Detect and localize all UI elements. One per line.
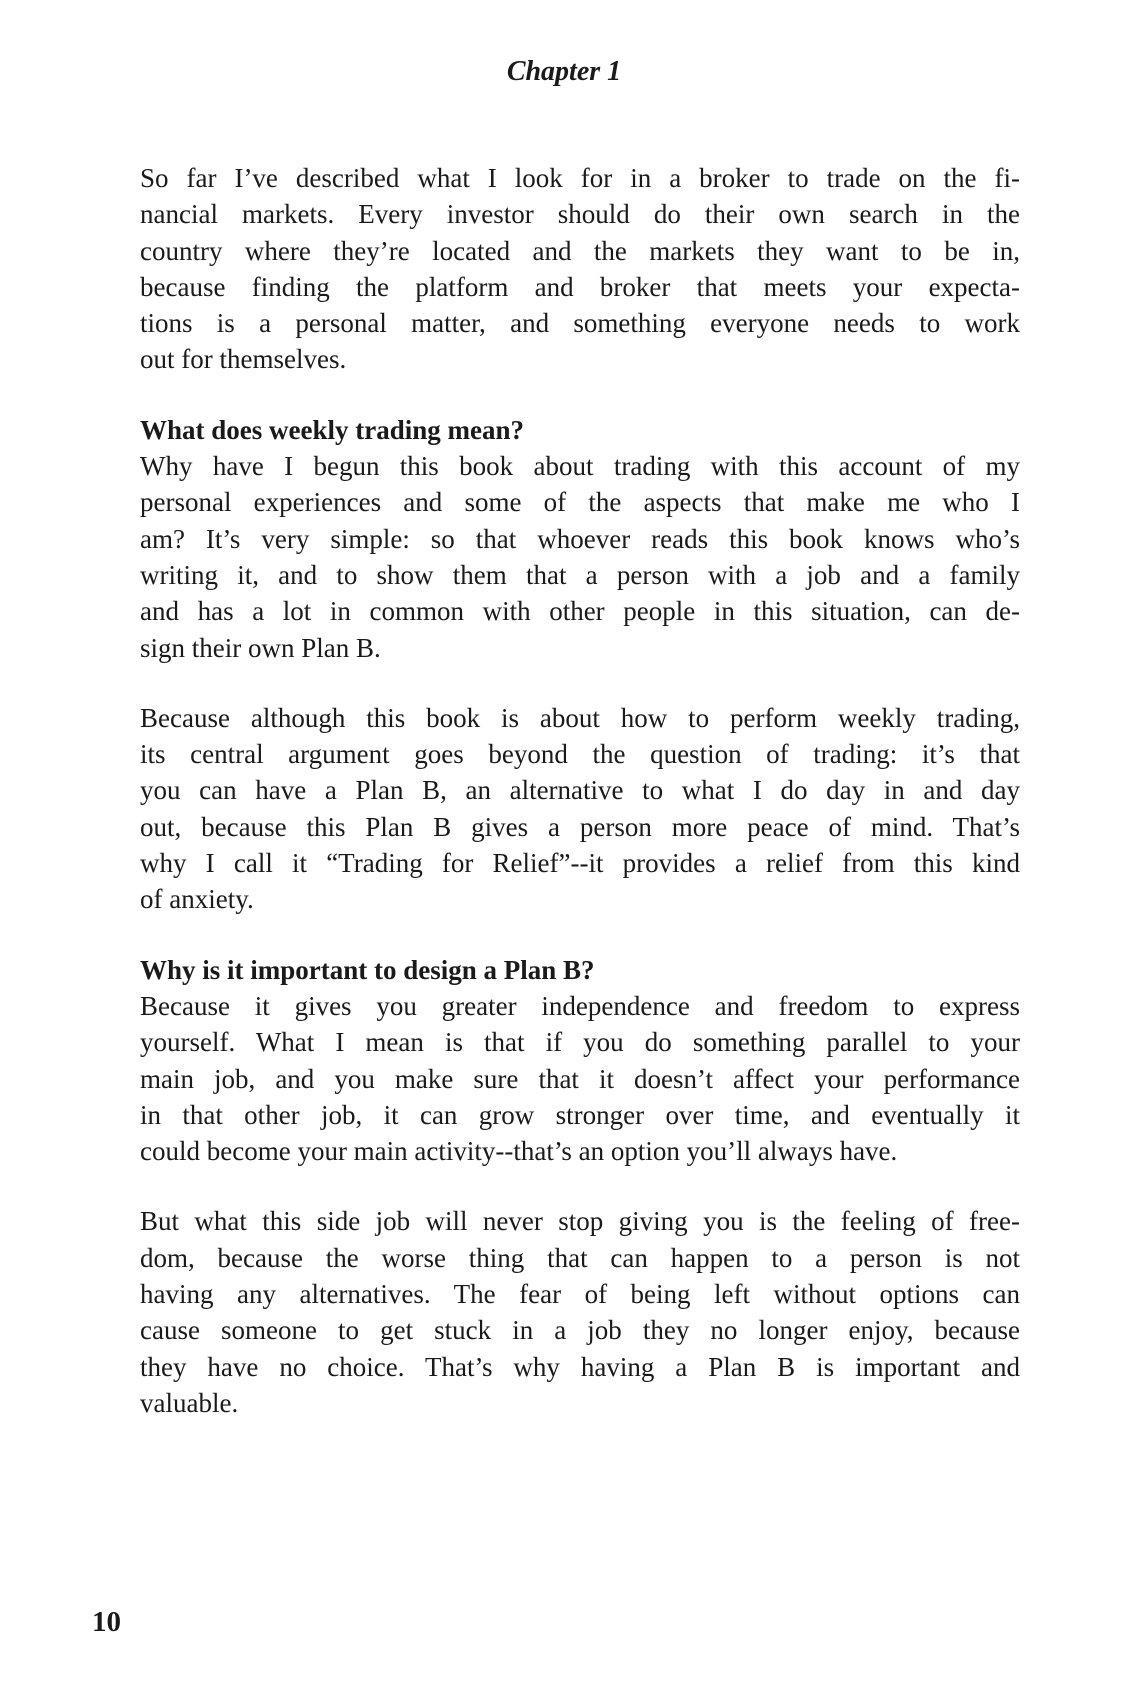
section-heading: What does weekly trading mean? [140,414,524,445]
text-line: country where they’re located and the markets they want to be in, [140,235,1020,266]
text-line: cause someone to get stuck in a job they no longer enjoy, because [140,1315,1020,1346]
text-line: why I call it “Trading for Relief”--it provides a relief from this kind [140,848,1020,879]
text-line: sign their own Plan B. [140,632,381,663]
text-line: out, because this Plan B gives a person more peace of mind. That’s [140,811,1020,842]
text-line: tions is a personal matter, and something everyone needs to work [140,308,1020,339]
paragraph [140,1203,1020,1421]
text-line: and has a lot in common with other people in this situation, can de- [140,596,1020,627]
text-line: out for themselves. [140,344,347,375]
text-line: in that other job, it can grow stronger over time, and eventually it [140,1099,1020,1130]
text-line: having any alternatives. The fear of being left without options can [140,1279,1020,1310]
text-line: So far I’ve described what I look for in a broker to trade on the fi- [140,163,1020,193]
paragraph [140,412,1020,666]
text-line: its central argument goes beyond the question of trading: it’s that [140,739,1020,770]
text-line: of anxiety. [140,884,254,915]
text-line: dom, because the worse thing that can happen to a person is not [140,1242,1020,1273]
text-line: personal experiences and some of the aspects that make me who I [140,487,1020,518]
text-line: am? It’s very simple: so that whoever reads this book knows who’s [140,523,1020,554]
text-line: nancial markets. Every investor should do their own search in the [140,199,1020,230]
text-line: they have no choice. That’s why having a Plan B is important and [140,1351,1020,1382]
text-line: writing it, and to show them that a person with a job and a family [140,559,1020,590]
text-line: Why have I begun this book about trading with this account of my [140,451,1020,482]
text-line: valuable. [140,1387,239,1418]
text-line: because finding the platform and broker that meets your expecta- [140,271,1020,302]
body-text [140,160,1020,1455]
text-line: main job, and you make sure that it doesn’t affect your performance [140,1063,1020,1094]
text-line: But what this side job will never stop giving you is the feeling of free- [140,1206,1020,1237]
text-line: Because it gives you greater independence and freedom to express [140,990,1020,1021]
text-line: Because although this book is about how to perform weekly trading, [140,702,1020,733]
text-line: yourself. What I mean is that if you do something parallel to your [140,1027,1020,1058]
text-line: could become your main activity--that’s an option you’ll always have. [140,1136,898,1167]
running-header-chapter-title: Chapter 1 [506,56,622,87]
page-number: 10 [92,1606,121,1638]
paragraph [140,160,1020,378]
paragraph [140,952,1020,1170]
section-heading: Why is it important to design a Plan B? [140,954,595,985]
paragraph [140,700,1020,918]
text-line: you can have a Plan B, an alternative to what I do day in and day [140,775,1020,806]
